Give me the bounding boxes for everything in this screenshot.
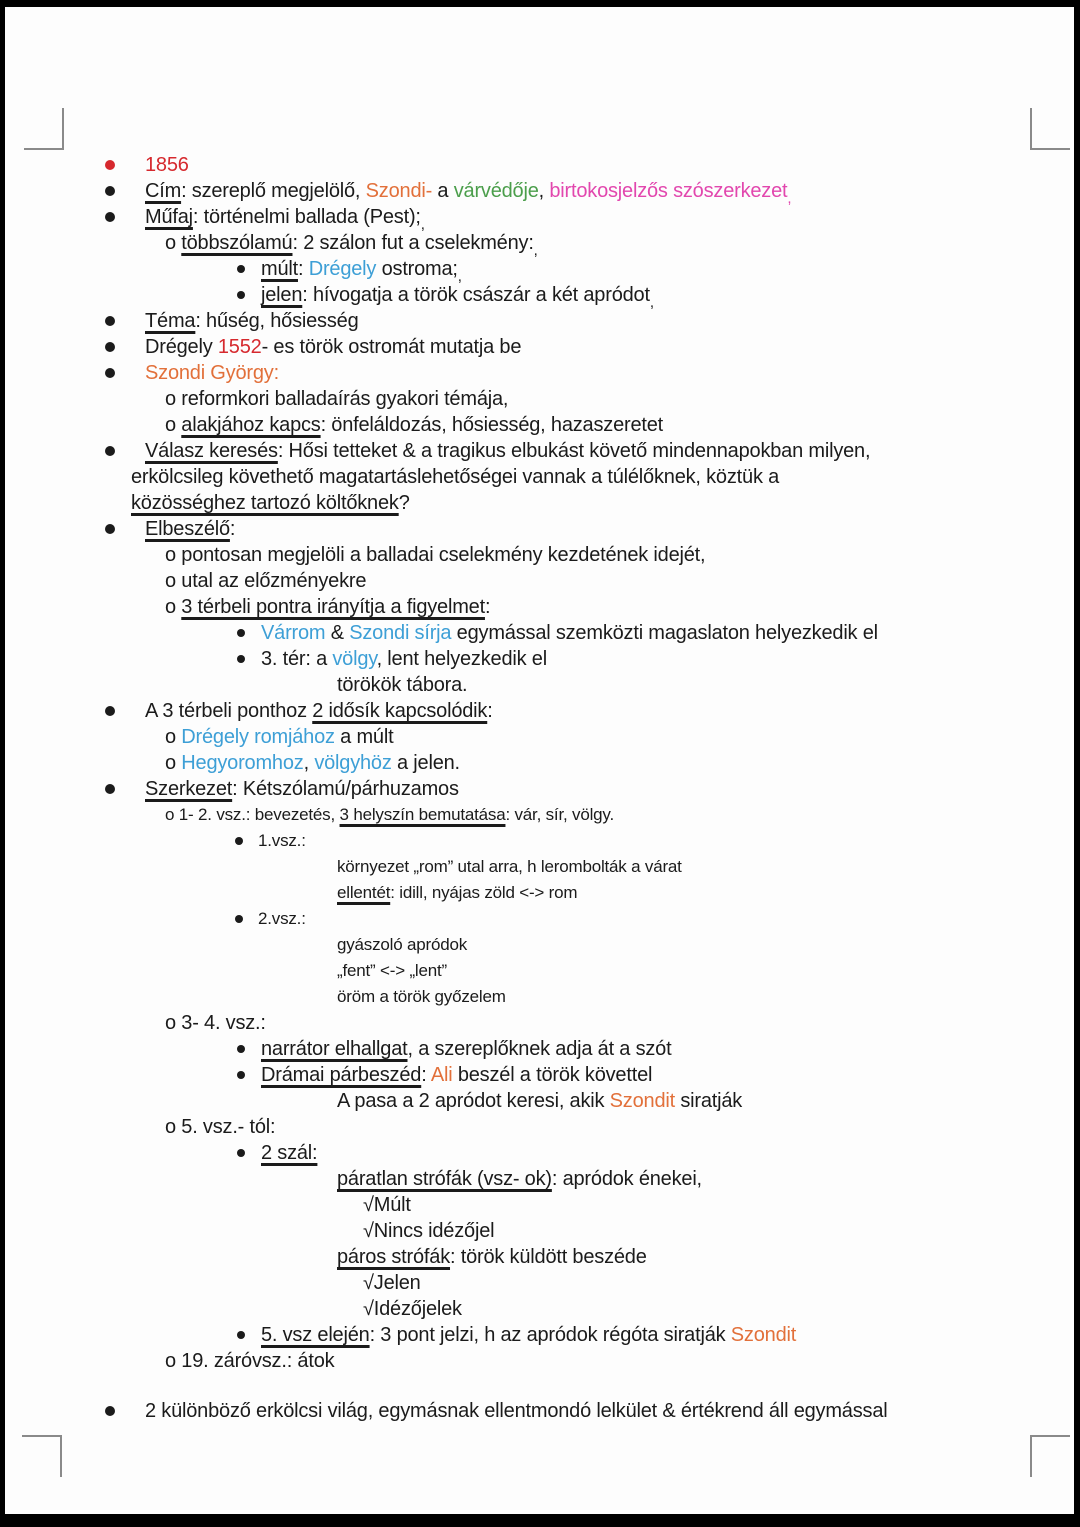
text-segment: 2 szál: xyxy=(261,1142,318,1164)
note-line xyxy=(5,698,1074,724)
text-segment: : hűség, hősiesség xyxy=(195,310,359,332)
note-line xyxy=(5,568,1074,594)
text-segment: Hegyoromhoz xyxy=(181,752,304,774)
text-segment: törökök tábora. xyxy=(337,674,468,696)
text-segment: , xyxy=(303,752,315,774)
text-segment: , xyxy=(533,242,538,259)
bullet-icon xyxy=(105,342,115,352)
bullet-icon xyxy=(237,1149,245,1157)
note-line xyxy=(5,1398,1074,1424)
notes-list xyxy=(5,152,1074,1424)
text-segment: o xyxy=(165,1350,182,1372)
note-line xyxy=(5,724,1074,750)
text-segment: Szerkezet xyxy=(145,778,233,800)
text-segment: : apródok énekei, xyxy=(551,1168,702,1190)
note-line xyxy=(5,1166,1074,1192)
bullet-icon xyxy=(105,160,115,170)
text-segment: √Jelen xyxy=(363,1272,421,1294)
text-segment: várvédője xyxy=(453,180,539,202)
text-segment: múlt xyxy=(261,258,298,280)
note-line xyxy=(5,1036,1074,1062)
note-line xyxy=(5,672,1074,698)
text-segment: , xyxy=(787,190,792,207)
text-segment: Elbeszélő xyxy=(145,518,230,540)
text-segment: 3 helyszín bemutatása xyxy=(339,805,506,824)
note-line xyxy=(5,1218,1074,1244)
text-segment: o xyxy=(165,414,182,436)
text-segment: 5. vsz elején xyxy=(261,1324,370,1346)
note-line xyxy=(5,1296,1074,1322)
text-segment: 19. záróvsz.: átok xyxy=(181,1350,335,1372)
text-segment: & xyxy=(325,622,350,644)
text-segment: alakjához kapcs xyxy=(181,414,321,436)
text-segment: öröm a török győzelem xyxy=(337,987,506,1006)
bullet-icon xyxy=(237,655,245,663)
text-segment: : török küldött beszéde xyxy=(450,1246,647,1268)
text-segment: 3- 4. vsz.: xyxy=(181,1012,266,1034)
text-segment: - es török ostromát mutatja be xyxy=(261,336,522,358)
text-segment: : történelmi ballada (Pest); xyxy=(192,206,421,228)
text-segment: Szondit xyxy=(730,1324,797,1346)
note-line xyxy=(5,1270,1074,1296)
note-line xyxy=(5,1322,1074,1348)
text-segment: birtokosjelzős szószerkezet xyxy=(549,180,788,202)
bullet-icon xyxy=(105,524,115,534)
note-line xyxy=(5,256,1074,285)
bullet-icon xyxy=(237,265,245,273)
text-segment: Szondi- xyxy=(365,180,433,202)
bullet-icon xyxy=(237,1045,245,1053)
note-line xyxy=(5,438,1074,464)
text-segment: narrátor elhallgat xyxy=(261,1038,408,1060)
note-line xyxy=(5,334,1074,360)
text-segment: erkölcsileg követhető magatartáslehetőségei vannak a túlélőknek, köztük a xyxy=(131,466,780,488)
text-segment: völgyhöz xyxy=(314,752,392,774)
text-segment: o xyxy=(165,726,182,748)
text-segment: : Kétszólamú/párhuzamos xyxy=(232,778,459,800)
text-segment: páros strófák xyxy=(337,1246,451,1268)
text-segment: o xyxy=(165,544,182,566)
text-segment: : xyxy=(484,596,491,618)
text-segment: , lent helyezkedik el xyxy=(376,648,547,670)
bullet-icon xyxy=(105,212,115,222)
text-segment: √Idézőjelek xyxy=(363,1298,462,1320)
text-segment: : Hősi tetteket & a tragikus elbukást követő mindennapokban milyen, xyxy=(277,440,871,462)
text-segment: 1.vsz.: xyxy=(258,831,306,850)
text-segment: o xyxy=(165,1012,182,1034)
crop-mark-top-left-icon xyxy=(24,108,64,150)
text-segment: Ali xyxy=(430,1064,453,1086)
note-line xyxy=(5,152,1074,178)
text-segment: ellentét xyxy=(337,883,391,902)
text-segment: o xyxy=(165,596,182,618)
note-line xyxy=(5,230,1074,259)
text-segment: : hívogatja a török császár a két apródot xyxy=(302,284,650,306)
text-segment: , xyxy=(538,180,550,202)
note-line xyxy=(5,776,1074,802)
text-segment: : xyxy=(487,700,493,722)
note-line xyxy=(5,1114,1074,1140)
note-line xyxy=(5,802,1074,828)
text-segment: völgy xyxy=(332,648,377,670)
bullet-icon xyxy=(237,629,245,637)
note-line xyxy=(5,464,1074,490)
text-segment: √Múlt xyxy=(363,1194,411,1216)
bullet-icon xyxy=(105,784,115,794)
text-segment: siratják xyxy=(674,1090,743,1112)
text-segment: gyászoló apródok xyxy=(337,935,468,954)
text-segment: 1552 xyxy=(217,336,262,358)
note-line xyxy=(5,308,1074,334)
text-segment: Drégely romjához xyxy=(181,726,335,748)
text-segment: reformkori balladaírás gyakori témája, xyxy=(181,388,509,410)
text-segment: Műfaj xyxy=(145,206,193,228)
note-line xyxy=(5,594,1074,620)
notes-page xyxy=(5,7,1074,1514)
text-segment: , xyxy=(420,216,425,233)
text-segment: 5. vsz.- tól: xyxy=(181,1116,276,1138)
text-segment: Cím xyxy=(145,180,182,202)
note-line xyxy=(5,386,1074,412)
text-segment: jelen xyxy=(261,284,303,306)
text-segment: : 3 pont jelzi, h az apródok régóta siratják xyxy=(369,1324,731,1346)
text-segment: Szondi sírja xyxy=(349,622,452,644)
text-segment: : xyxy=(297,258,309,280)
note-line xyxy=(5,958,1074,984)
note-line xyxy=(5,178,1074,207)
text-segment: o xyxy=(165,752,182,774)
text-segment: Drámai párbeszéd xyxy=(261,1064,422,1086)
note-line xyxy=(5,412,1074,438)
text-segment: 1856 xyxy=(145,154,189,176)
text-segment: egymással szemközti magaslaton helyezkedik el xyxy=(451,622,878,644)
text-segment: a jelen. xyxy=(391,752,460,774)
crop-mark-bottom-right-icon xyxy=(1030,1435,1070,1477)
bullet-icon xyxy=(237,1331,245,1339)
text-segment: Drégely xyxy=(308,258,377,280)
text-segment: , xyxy=(457,268,462,285)
note-line xyxy=(5,854,1074,880)
text-segment: 1- 2. vsz.: bevezetés, xyxy=(178,805,340,824)
bullet-icon xyxy=(105,316,115,326)
text-segment: páratlan strófák (vsz- ok) xyxy=(337,1168,552,1190)
note-line xyxy=(5,932,1074,958)
text-segment: pontosan megjelöli a balladai cselekmény kezdetének idejét, xyxy=(181,544,706,566)
bullet-icon xyxy=(235,915,243,923)
text-segment: : szereplő megjelölő, xyxy=(181,180,366,202)
text-segment: Várrom xyxy=(261,622,326,644)
text-segment: 2.vsz.: xyxy=(258,909,306,928)
text-segment: : 2 szálon fut a cselekmény: xyxy=(292,232,534,254)
text-segment: környezet „rom” utal arra, h lerombolták a várat xyxy=(337,857,682,876)
note-line xyxy=(5,984,1074,1010)
text-segment: , xyxy=(649,294,654,311)
text-segment: 3 térbeli pontra irányítja a figyelmet xyxy=(181,596,485,618)
note-line xyxy=(5,1244,1074,1270)
bullet-icon xyxy=(105,368,115,378)
text-segment: : xyxy=(421,1064,431,1086)
note-line xyxy=(5,1010,1074,1036)
note-line xyxy=(5,542,1074,568)
bullet-icon xyxy=(105,1406,115,1416)
note-line xyxy=(5,1062,1074,1088)
text-segment: a xyxy=(432,180,454,202)
bullet-icon xyxy=(105,186,115,196)
crop-mark-bottom-left-icon xyxy=(22,1435,62,1477)
text-segment: : idill, nyájas zöld <-> rom xyxy=(390,883,578,902)
text-segment: Téma xyxy=(145,310,196,332)
text-segment: A pasa a 2 apródot keresi, akik xyxy=(337,1090,610,1112)
bullet-icon xyxy=(237,291,245,299)
text-segment: 3. tér: a xyxy=(261,648,333,670)
note-line xyxy=(5,750,1074,776)
note-line xyxy=(5,880,1074,906)
bullet-icon xyxy=(237,1071,245,1079)
note-line xyxy=(5,620,1074,646)
note-line xyxy=(5,1140,1074,1166)
note-line xyxy=(5,282,1074,311)
bullet-icon xyxy=(235,837,243,845)
text-segment: √Nincs idézőjel xyxy=(363,1220,495,1242)
text-segment: ostroma; xyxy=(376,258,458,280)
note-line xyxy=(5,490,1074,516)
bullet-icon xyxy=(105,706,115,716)
text-segment: Szondi György: xyxy=(145,362,279,384)
text-segment: o xyxy=(165,805,179,824)
text-segment: A 3 térbeli ponthoz xyxy=(145,700,313,722)
note-line xyxy=(5,1192,1074,1218)
text-segment: Szondit xyxy=(609,1090,675,1112)
note-line xyxy=(5,1088,1074,1114)
note-line xyxy=(5,360,1074,386)
text-segment: : vár, sír, völgy. xyxy=(505,805,614,824)
text-segment: 2 idősík kapcsolódik xyxy=(312,700,488,722)
crop-mark-top-right-icon xyxy=(1030,108,1070,150)
text-segment: beszél a török követtel xyxy=(452,1064,653,1086)
note-line xyxy=(5,828,1074,854)
note-line xyxy=(5,204,1074,233)
text-segment: o xyxy=(165,1116,182,1138)
note-line xyxy=(5,906,1074,932)
text-segment: : xyxy=(229,518,236,540)
text-segment: o xyxy=(165,570,182,592)
text-segment: 2 különböző erkölcsi világ, egymásnak ellentmondó lelkület & értékrend áll egymással xyxy=(145,1400,888,1422)
text-segment: „fent” <-> „lent” xyxy=(337,961,447,980)
text-segment: a múlt xyxy=(334,726,394,748)
text-segment: , a szereplőknek adja át a szót xyxy=(407,1038,672,1060)
text-segment: : önfeláldozás, hősiesség, hazaszeretet xyxy=(320,414,664,436)
bullet-icon xyxy=(105,446,115,456)
text-segment: o xyxy=(165,388,182,410)
note-line xyxy=(5,646,1074,672)
note-line xyxy=(5,1348,1074,1374)
text-segment: közösséghez tartozó költőknek xyxy=(131,492,399,514)
text-segment: o xyxy=(165,232,182,254)
text-segment: többszólamú xyxy=(181,232,293,254)
text-segment: utal az előzményekre xyxy=(181,570,367,592)
note-line xyxy=(5,516,1074,542)
text-segment: Válasz keresés xyxy=(145,440,278,462)
text-segment: Drégely xyxy=(145,336,218,358)
text-segment: ? xyxy=(398,492,410,514)
